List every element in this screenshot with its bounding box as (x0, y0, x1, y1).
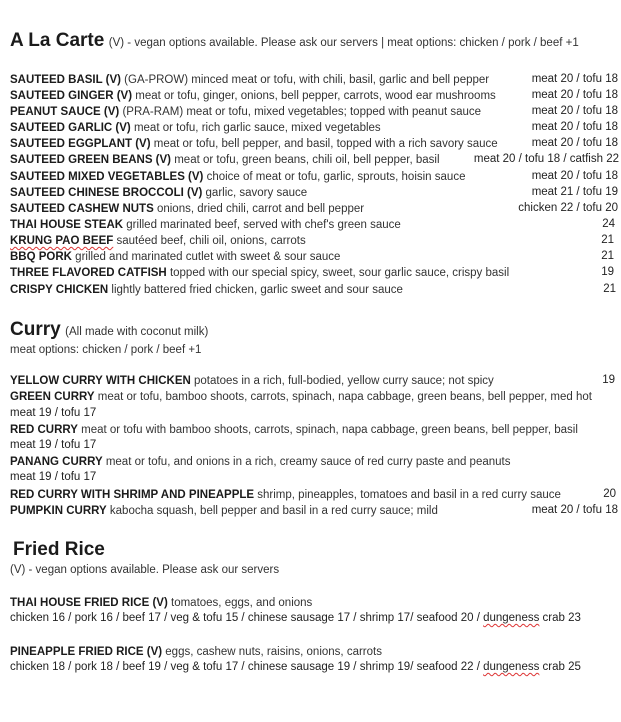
curry-header (10, 319, 208, 341)
menu-item: SAUTEED GREEN BEANS (V) meat or tofu, green beans, chili oil, bell pepper, basil (10, 154, 440, 166)
menu-item: SAUTEED GARLIC (V) meat or tofu, rich garlic sauce, mixed vegetables (10, 122, 381, 134)
menu-item-price: 24 (602, 218, 615, 230)
menu-item-price: meat 20 / tofu 18 (531, 137, 618, 149)
curry-meat-options: meat options: chicken / pork / beef +1 (10, 344, 202, 356)
menu-item-price: meat 20 / tofu 18 (531, 73, 618, 85)
curry-note: (All made with coconut milk) (65, 326, 209, 338)
menu-item: GREEN CURRY meat or tofu, bamboo shoots, carrots, spinach, napa cabbage, green beans, bell pepper, med hot (10, 391, 592, 403)
menu-item-price: chicken 22 / tofu 20 (518, 202, 618, 214)
menu-item: SAUTEED EGGPLANT (V) meat or tofu, bell pepper, and basil, topped with a rich savory sauce (10, 138, 498, 150)
menu-item-price: 21 (601, 250, 614, 262)
menu-item: THAI HOUSE FRIED RICE (V) tomatoes, eggs, and onions (10, 597, 313, 609)
menu-item: PEANUT SAUCE (V) (PRA-RAM) meat or tofu, mixed vegetables; topped with peanut sauce (10, 106, 482, 118)
menu-item: RED CURRY WITH SHRIMP AND PINEAPPLE shrimp, pineapples, tomatoes and basil in a red curry sauce (10, 489, 561, 501)
menu-item-price: meat 20 / tofu 18 (531, 121, 618, 133)
menu-item-price: meat 19 / tofu 17 (10, 471, 97, 483)
menu-item-price: 21 (603, 283, 616, 295)
menu-item: CRISPY CHICKEN lightly battered fried chicken, garlic sweet and sour sauce (10, 284, 403, 296)
friedrice-header (13, 539, 105, 561)
curry-title: Curry (10, 319, 61, 340)
menu-item: RED CURRY meat or tofu with bamboo shoots, carrots, spinach, napa cabbage, green beans, bell pepper, basil (10, 424, 578, 436)
menu-item: SAUTEED CHINESE BROCCOLI (V) garlic, savory sauce (10, 187, 308, 199)
menu-item-price: meat 20 / tofu 18 / catfish 22 (473, 153, 619, 165)
menu-item: THREE FLAVORED CATFISH topped with our special spicy, sweet, sour garlic sauce, crispy basil (10, 267, 510, 279)
menu-item-prices: chicken 18 / pork 18 / beef 19 / veg & tofu 17 / chinese sausage 19 / shrimp 19/ seafood 22 / dungeness crab 25 (10, 661, 581, 673)
menu-item-price: meat 21 / tofu 19 (531, 186, 618, 198)
menu-item-price: 19 (601, 266, 614, 278)
menu-item: PANANG CURRY meat or tofu, and onions in a rich, creamy sauce of red curry paste and peanuts (10, 456, 511, 468)
menu-item-price: meat 19 / tofu 17 (10, 439, 97, 451)
menu-item: YELLOW CURRY WITH CHICKEN potatoes in a rich, full-bodied, yellow curry sauce; not spicy (10, 375, 494, 387)
menu-item-price: 19 (602, 374, 615, 386)
friedrice-note: (V) - vegan options available. Please ask our servers (10, 564, 280, 576)
menu-item: THAI HOUSE STEAK grilled marinated beef, served with chef's green sauce (10, 219, 401, 231)
menu-item: SAUTEED BASIL (V) (GA-PROW) minced meat or tofu, with chili, basil, garlic and bell pepper (10, 74, 490, 86)
menu-item-price: 20 (603, 488, 616, 500)
menu-item-price: 21 (601, 234, 614, 246)
menu-item: SAUTEED MIXED VEGETABLES (V) choice of meat or tofu, garlic, sprouts, hoisin sauce (10, 171, 466, 183)
alacarte-title: A La Carte (10, 30, 105, 51)
menu-item-price: meat 20 / tofu 18 (531, 89, 618, 101)
menu-item: SAUTEED CASHEW NUTS onions, dried chili, carrot and bell pepper (10, 203, 365, 215)
friedrice-title: Fried Rice (13, 539, 105, 560)
menu-item: BBQ PORK grilled and marinated cutlet with sweet & sour sauce (10, 251, 341, 263)
menu-item: SAUTEED GINGER (V) meat or tofu, ginger, onions, bell pepper, carrots, wood ear mushrooms (10, 90, 496, 102)
menu-item-price: meat 20 / tofu 18 (531, 504, 618, 516)
menu-item-price: meat 20 / tofu 18 (531, 170, 618, 182)
menu-item-prices: chicken 16 / pork 16 / beef 17 / veg & tofu 15 / chinese sausage 17 / shrimp 17/ seafood 20 / dungeness crab 23 (10, 612, 581, 624)
alacarte-note: (V) - vegan options available. Please ask our servers | meat options: chicken / pork / beef +1 (108, 37, 579, 49)
menu-item: PINEAPPLE FRIED RICE (V) eggs, cashew nuts, raisins, onions, carrots (10, 646, 382, 658)
menu-item: PUMPKIN CURRY kabocha squash, bell pepper and basil in a red curry sauce; mild (10, 505, 438, 517)
alacarte-header (10, 30, 579, 52)
menu-item-price: meat 19 / tofu 17 (10, 407, 97, 419)
menu-item: KRUNG PAO BEEF sautéed beef, chili oil, onions, carrots (10, 235, 306, 247)
menu-item-price: meat 20 / tofu 18 (531, 105, 618, 117)
